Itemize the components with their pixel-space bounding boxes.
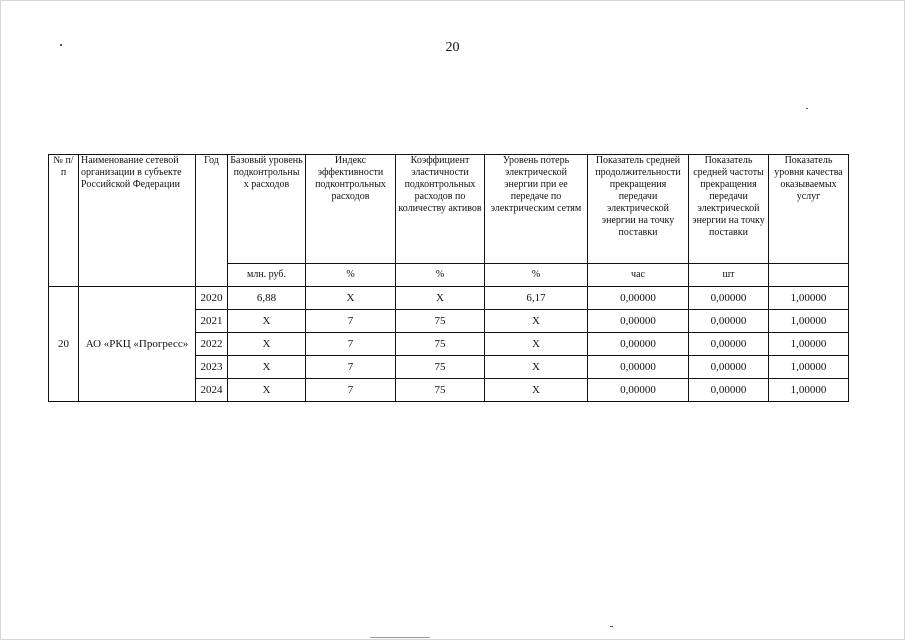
value-cell: X <box>396 287 485 310</box>
header-year: Год <box>196 155 228 287</box>
header-interruption-duration: Показатель средней продолжительности прекращения передачи электрической энергии на точку поставки <box>588 155 689 264</box>
value-cell: 7 <box>306 333 396 356</box>
header-org-name: Наименование сетевой организации в субъекте Российской Федерации <box>79 155 196 287</box>
value-cell: X <box>228 356 306 379</box>
value-cell: 6,88 <box>228 287 306 310</box>
scan-speck <box>806 108 808 109</box>
year-cell: 2021 <box>196 310 228 333</box>
header-base-costs: Базовый уровень подконтрольны х расходов <box>228 155 306 264</box>
value-cell: 0,00000 <box>689 356 769 379</box>
indicators-table <box>48 154 849 402</box>
value-cell: X <box>228 379 306 402</box>
value-cell: X <box>485 379 588 402</box>
year-cell: 2020 <box>196 287 228 310</box>
table-header-row <box>49 155 849 264</box>
year-cell: 2022 <box>196 333 228 356</box>
header-losses-level: Уровень потерь электрической энергии при ее передаче по электрическим сетям <box>485 155 588 264</box>
value-cell: 0,00000 <box>588 379 689 402</box>
unit-interruption-duration: час <box>588 264 689 287</box>
unit-efficiency-index: % <box>306 264 396 287</box>
org-number: 20 <box>49 287 79 402</box>
value-cell: 0,00000 <box>689 287 769 310</box>
value-cell: 0,00000 <box>588 287 689 310</box>
value-cell: 1,00000 <box>769 333 849 356</box>
value-cell: 0,00000 <box>588 333 689 356</box>
unit-service-quality <box>769 264 849 287</box>
header-interruption-frequency: Показатель средней частоты прекращения передачи электрической энергии на точку поставки <box>689 155 769 264</box>
value-cell: 7 <box>306 379 396 402</box>
value-cell: 75 <box>396 333 485 356</box>
value-cell: X <box>485 310 588 333</box>
value-cell: 1,00000 <box>769 356 849 379</box>
value-cell: 1,00000 <box>769 379 849 402</box>
value-cell: 1,00000 <box>769 287 849 310</box>
value-cell: 0,00000 <box>689 310 769 333</box>
value-cell: X <box>485 356 588 379</box>
value-cell: X <box>228 333 306 356</box>
value-cell: 75 <box>396 310 485 333</box>
value-cell: 75 <box>396 356 485 379</box>
value-cell: 7 <box>306 356 396 379</box>
value-cell: X <box>306 287 396 310</box>
table-row <box>49 287 849 310</box>
scan-speck <box>370 637 430 638</box>
value-cell: 75 <box>396 379 485 402</box>
value-cell: 1,00000 <box>769 310 849 333</box>
value-cell: 0,00000 <box>588 356 689 379</box>
header-number: № п/п <box>49 155 79 287</box>
value-cell: 0,00000 <box>689 333 769 356</box>
org-name: АО «РКЦ «Прогресс» <box>79 287 196 402</box>
value-cell: X <box>228 310 306 333</box>
scan-speck <box>60 44 62 46</box>
value-cell: 0,00000 <box>689 379 769 402</box>
year-cell: 2023 <box>196 356 228 379</box>
page-number: 20 <box>445 40 460 55</box>
header-service-quality: Показатель уровня качества оказываемых услуг <box>769 155 849 264</box>
unit-losses-level: % <box>485 264 588 287</box>
value-cell: 6,17 <box>485 287 588 310</box>
unit-elasticity-coefficient: % <box>396 264 485 287</box>
unit-interruption-frequency: шт <box>689 264 769 287</box>
value-cell: 7 <box>306 310 396 333</box>
year-cell: 2024 <box>196 379 228 402</box>
value-cell: X <box>485 333 588 356</box>
header-elasticity-coefficient: Коэффициент эластичности подконтрольных расходов по количеству активов <box>396 155 485 264</box>
unit-base-costs: млн. руб. <box>228 264 306 287</box>
header-efficiency-index: Индекс эффективности подконтрольных расходов <box>306 155 396 264</box>
value-cell: 0,00000 <box>588 310 689 333</box>
scan-speck <box>610 626 613 627</box>
